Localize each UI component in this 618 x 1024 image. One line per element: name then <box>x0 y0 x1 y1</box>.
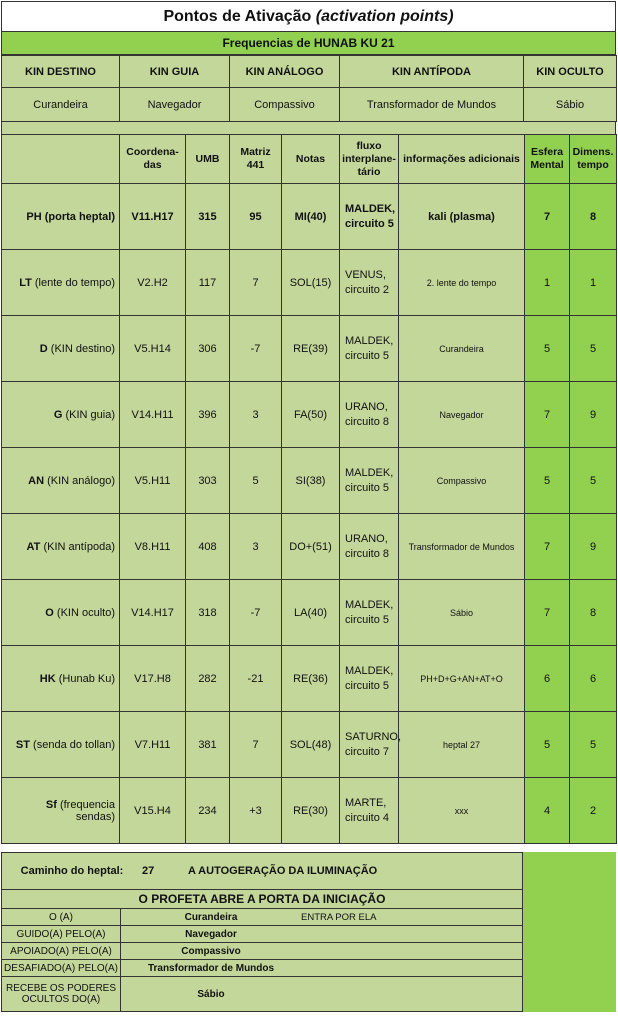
coord-cell: V15.H4 <box>120 778 186 844</box>
matriz-cell: -7 <box>230 580 282 646</box>
fluxo-cell <box>340 250 399 316</box>
dimens-cell: 5 <box>570 448 617 514</box>
profeta-label: O (A) <box>2 909 121 925</box>
coord-cell: V7.H11 <box>120 712 186 778</box>
caminho-row <box>2 853 522 890</box>
fluxo-planet: URANO, <box>345 400 388 413</box>
fluxo-planet: MALDEK, <box>345 334 394 347</box>
fluxo-circuit: circuito 5 <box>345 481 390 494</box>
header-fluxo: fluxo interplane-tário <box>340 135 399 184</box>
dimens-cell: 5 <box>570 712 617 778</box>
point-code: AT <box>26 540 41 553</box>
umb-cell: 306 <box>186 316 230 382</box>
umb-cell: 315 <box>186 184 230 250</box>
profeta-value: Curandeira <box>184 911 238 923</box>
umb-cell: 381 <box>186 712 230 778</box>
profeta-rows <box>2 909 522 1011</box>
header-notas: Notas <box>282 135 340 184</box>
kin-value-cell: Sábio <box>524 88 617 122</box>
spreadsheet <box>1 1 616 1012</box>
matriz-cell: -21 <box>230 646 282 712</box>
info-cell: kali (plasma) <box>399 184 525 250</box>
coord-cell: V17.H8 <box>120 646 186 712</box>
table-row <box>2 184 617 250</box>
point-cell <box>2 184 120 250</box>
info-cell: 2. lente do tempo <box>399 250 525 316</box>
fluxo-planet: SATURNO, <box>345 730 402 743</box>
dimens-cell: 2 <box>570 778 617 844</box>
table-row <box>2 778 617 844</box>
profeta-extra: ENTRA POR ELA <box>301 911 377 923</box>
notas-cell: SI(38) <box>282 448 340 514</box>
esfera-cell: 5 <box>525 448 570 514</box>
page-title <box>1 1 616 32</box>
point-cell <box>2 712 120 778</box>
esfera-cell: 6 <box>525 646 570 712</box>
point-name: (senda do tollan) <box>33 738 115 751</box>
point-code: ST <box>15 738 30 751</box>
point-cell <box>2 382 120 448</box>
notas-cell: RE(36) <box>282 646 340 712</box>
point-name: (frequencia sendas) <box>59 798 115 823</box>
matriz-cell: 7 <box>230 250 282 316</box>
title-italic: (activation points) <box>315 7 454 25</box>
profeta-value: Navegador <box>185 928 237 940</box>
fluxo-circuit: circuito 5 <box>345 349 390 362</box>
info-cell: Navegador <box>399 382 525 448</box>
activation-rows <box>2 184 617 844</box>
coord-cell: V11.H17 <box>120 184 186 250</box>
fluxo-circuit: circuito 5 <box>345 217 394 230</box>
fluxo-circuit: circuito 7 <box>345 745 390 758</box>
header-umb: UMB <box>186 135 230 184</box>
table-row <box>2 580 617 646</box>
point-code: AN <box>28 474 45 487</box>
fluxo-planet: URANO, <box>345 532 388 545</box>
fluxo-cell <box>340 712 402 778</box>
fluxo-planet: VENUS, <box>345 268 386 281</box>
fluxo-circuit: circuito 2 <box>345 283 390 296</box>
table-row <box>2 448 617 514</box>
profeta-extra <box>301 926 522 942</box>
esfera-cell: 4 <box>525 778 570 844</box>
info-cell: heptal 27 <box>399 712 525 778</box>
kin-header-cell: KIN DESTINO <box>2 56 120 88</box>
kin-header-cell: KIN ANTÍPODA <box>340 56 524 88</box>
point-cell <box>2 316 120 382</box>
point-cell <box>2 448 120 514</box>
dimens-cell: 9 <box>570 514 617 580</box>
kin-value-cell: Transformador de Mundos <box>340 88 524 122</box>
umb-cell: 117 <box>186 250 230 316</box>
notas-cell: RE(30) <box>282 778 340 844</box>
esfera-cell: 5 <box>525 712 570 778</box>
point-cell <box>2 778 120 844</box>
frequency-banner: Frequencias de HUNAB KU 21 <box>1 32 616 55</box>
caminho-value: 27 <box>142 865 155 877</box>
profeta-value: Compassivo <box>181 945 241 957</box>
coord-cell: V14.H11 <box>120 382 186 448</box>
dimens-cell: 6 <box>570 646 617 712</box>
point-code: O <box>45 606 54 619</box>
notas-cell: FA(50) <box>282 382 340 448</box>
fluxo-circuit: circuito 4 <box>345 811 390 824</box>
esfera-cell: 7 <box>525 514 570 580</box>
profeta-row <box>2 943 522 960</box>
profeta-row <box>2 926 522 943</box>
coord-cell: V8.H11 <box>120 514 186 580</box>
kin-header-cell: KIN ANÁLOGO <box>230 56 340 88</box>
info-cell: Compassivo <box>399 448 525 514</box>
point-name: (porta heptal) <box>44 210 115 223</box>
green-fill <box>523 852 616 1012</box>
info-cell: PH+D+G+AN+AT+O <box>399 646 525 712</box>
umb-cell: 282 <box>186 646 230 712</box>
umb-cell: 318 <box>186 580 230 646</box>
fluxo-circuit: circuito 8 <box>345 415 390 428</box>
matriz-cell: 5 <box>230 448 282 514</box>
table-row <box>2 712 617 778</box>
coord-cell: V5.H14 <box>120 316 186 382</box>
profeta-row <box>2 977 522 1011</box>
coord-cell: V14.H17 <box>120 580 186 646</box>
point-code: PH <box>26 210 42 223</box>
fluxo-cell <box>340 514 399 580</box>
profeta-label: GUIDO(A) PELO(A) <box>2 926 121 942</box>
table-row <box>2 382 617 448</box>
table-row <box>2 250 617 316</box>
coord-cell: V2.H2 <box>120 250 186 316</box>
matriz-cell: 3 <box>230 382 282 448</box>
profeta-value: Sábio <box>197 988 225 1000</box>
info-cell: Curandeira <box>399 316 525 382</box>
point-code: HK <box>39 672 56 685</box>
point-name: (KIN guia) <box>65 408 115 421</box>
bottom-section <box>1 852 616 1012</box>
esfera-cell: 7 <box>525 184 570 250</box>
profeta-title: O PROFETA ABRE A PORTA DA INICIAÇÃO <box>2 890 522 909</box>
caminho-text: A AUTOGERAÇÃO DA ILUMINAÇÃO <box>188 865 378 877</box>
kin-value-row <box>2 88 617 122</box>
gap <box>1 844 616 852</box>
point-name: (KIN destino) <box>50 342 115 355</box>
notas-cell: RE(39) <box>282 316 340 382</box>
fluxo-cell <box>340 316 399 382</box>
header-dimens: Dimens. tempo <box>570 135 617 184</box>
fluxo-planet: MALDEK, <box>345 664 394 677</box>
profeta-value: Transformador de Mundos <box>147 962 275 974</box>
kin-table <box>1 55 617 122</box>
profeta-extra <box>301 960 522 976</box>
esfera-cell: 7 <box>525 382 570 448</box>
umb-cell: 408 <box>186 514 230 580</box>
table-row <box>2 646 617 712</box>
point-name: (KIN antípoda) <box>43 540 115 553</box>
esfera-cell: 1 <box>525 250 570 316</box>
info-cell: xxx <box>399 778 525 844</box>
point-code: G <box>53 408 63 421</box>
umb-cell: 303 <box>186 448 230 514</box>
point-code: D <box>39 342 48 355</box>
profeta-row <box>2 909 522 926</box>
fluxo-circuit: circuito 5 <box>345 679 390 692</box>
fluxo-cell <box>340 184 399 250</box>
profeta-extra <box>301 943 522 959</box>
kin-value-cell: Compassivo <box>230 88 340 122</box>
table-row <box>2 514 617 580</box>
header-coord: Coordena-das <box>120 135 186 184</box>
dimens-cell: 5 <box>570 316 617 382</box>
header-blank <box>2 135 120 184</box>
matriz-cell: 7 <box>230 712 282 778</box>
point-cell <box>2 250 120 316</box>
notas-cell: SOL(15) <box>282 250 340 316</box>
notas-cell: MI(40) <box>282 184 340 250</box>
umb-cell: 234 <box>186 778 230 844</box>
profeta-label: RECEBE OS PODERES OCULTOS DO(A) <box>2 977 121 1011</box>
dimens-cell: 9 <box>570 382 617 448</box>
caminho-label: Caminho do heptal: <box>20 865 124 877</box>
point-name: (Hunab Ku) <box>58 672 115 685</box>
dimens-cell: 1 <box>570 250 617 316</box>
header-matriz: Matriz 441 <box>230 135 282 184</box>
notas-cell: DO+(51) <box>282 514 340 580</box>
fluxo-circuit: circuito 5 <box>345 613 390 626</box>
kin-value-cell: Navegador <box>120 88 230 122</box>
point-name: (lente do tempo) <box>34 276 115 289</box>
fluxo-planet: MALDEK, <box>345 598 394 611</box>
matriz-cell: -7 <box>230 316 282 382</box>
matriz-cell: 95 <box>230 184 282 250</box>
kin-header-cell: KIN GUIA <box>120 56 230 88</box>
point-cell <box>2 514 120 580</box>
profeta-extra <box>301 977 522 1011</box>
profeta-row <box>2 960 522 977</box>
fluxo-planet: MARTE, <box>345 796 387 809</box>
header-esfera: Esfera Mental <box>525 135 570 184</box>
coord-cell: V5.H11 <box>120 448 186 514</box>
fluxo-cell <box>340 448 399 514</box>
fluxo-circuit: circuito 8 <box>345 547 390 560</box>
umb-cell: 396 <box>186 382 230 448</box>
profeta-label: APOIADO(A) PELO(A) <box>2 943 121 959</box>
fluxo-planet: MALDEK, <box>345 202 396 215</box>
point-code: Sf <box>45 798 57 811</box>
kin-header-cell: KIN OCULTO <box>524 56 617 88</box>
point-code: LT <box>19 276 32 289</box>
point-cell <box>2 580 120 646</box>
fluxo-cell <box>340 580 399 646</box>
point-name: (KIN análogo) <box>47 474 115 487</box>
kin-value-cell: Curandeira <box>2 88 120 122</box>
notas-cell: LA(40) <box>282 580 340 646</box>
info-cell: Transformador de Mundos <box>399 514 525 580</box>
matriz-cell: 3 <box>230 514 282 580</box>
point-cell <box>2 646 120 712</box>
activation-table <box>1 134 617 844</box>
fluxo-cell <box>340 382 399 448</box>
matriz-cell: +3 <box>230 778 282 844</box>
info-cell: Sábio <box>399 580 525 646</box>
dimens-cell: 8 <box>570 184 617 250</box>
notas-cell: SOL(48) <box>282 712 340 778</box>
kin-header-row <box>2 56 617 88</box>
title-main: Pontos de Ativação <box>163 7 312 25</box>
point-name: (KIN oculto) <box>56 606 115 619</box>
esfera-cell: 5 <box>525 316 570 382</box>
dimens-cell: 8 <box>570 580 617 646</box>
header-info: informações adicionais <box>399 135 525 184</box>
profeta-label: DESAFIADO(A) PELO(A) <box>2 960 121 976</box>
fluxo-cell <box>340 646 399 712</box>
heptal-box <box>1 852 523 1012</box>
section-spacer <box>1 122 616 134</box>
fluxo-cell <box>340 778 399 844</box>
activation-header-row <box>2 135 617 184</box>
table-row <box>2 316 617 382</box>
fluxo-planet: MALDEK, <box>345 466 394 479</box>
esfera-cell: 7 <box>525 580 570 646</box>
